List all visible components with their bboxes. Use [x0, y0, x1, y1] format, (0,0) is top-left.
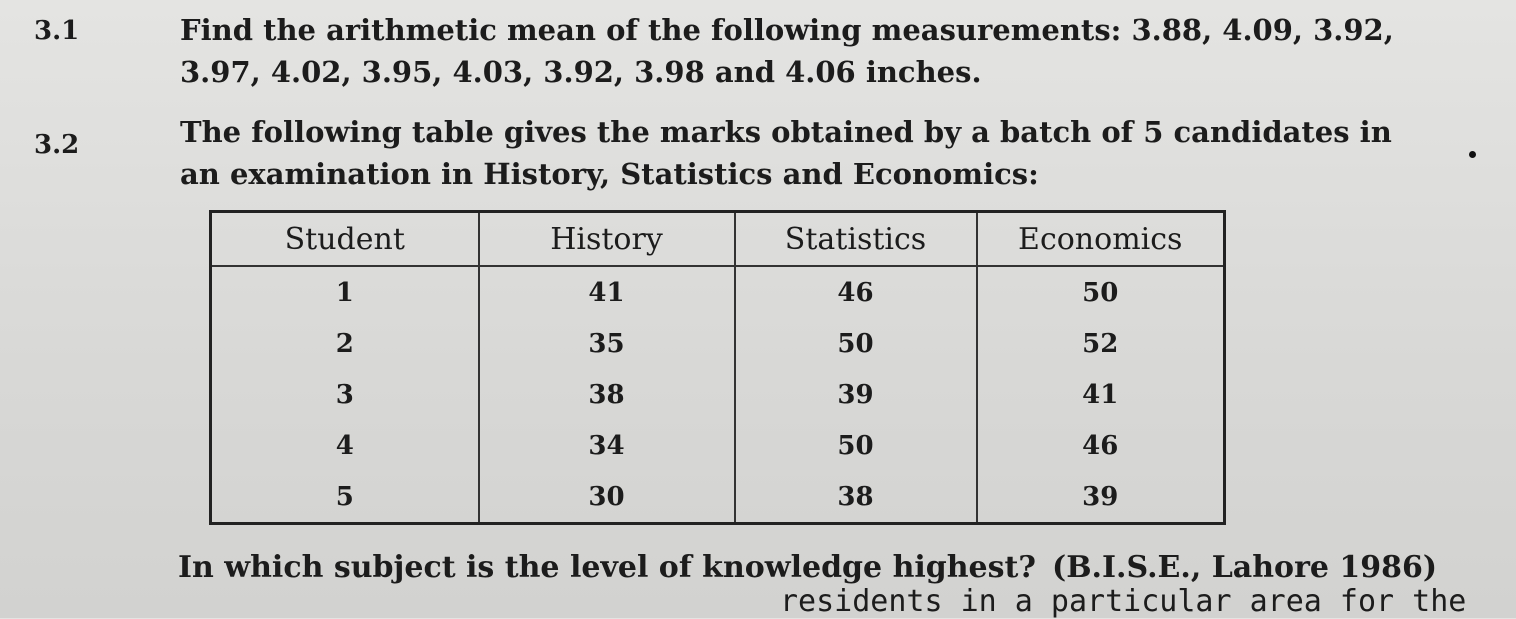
ink-dot	[1469, 151, 1476, 158]
header-history: History	[479, 212, 735, 267]
cell-statistics: 50	[735, 420, 977, 471]
cell-history: 38	[479, 369, 735, 420]
question-number-3-2: 3.2	[34, 130, 80, 160]
cell-economics: 52	[977, 318, 1225, 369]
cell-student: 3	[211, 369, 479, 420]
cell-statistics: 50	[735, 318, 977, 369]
cell-history: 30	[479, 471, 735, 524]
header-economics: Economics	[977, 212, 1225, 267]
cell-student: 2	[211, 318, 479, 369]
marks-table	[209, 210, 1226, 525]
cell-economics: 41	[977, 369, 1225, 420]
table-header-row	[211, 212, 1225, 267]
question-3-2-prompt: In which subject is the level of knowledge highest?	[178, 550, 1036, 585]
question-3-2-line-1: The following table gives the marks obtained by a batch of 5 candidates in	[180, 115, 1392, 149]
table-row	[211, 369, 1225, 420]
cell-economics: 46	[977, 420, 1225, 471]
cell-student: 4	[211, 420, 479, 471]
table-row	[211, 471, 1225, 524]
cell-statistics: 39	[735, 369, 977, 420]
cell-statistics: 38	[735, 471, 977, 524]
question-number-3-1: 3.1	[34, 16, 80, 46]
question-source: (B.I.S.E., Lahore 1986)	[1052, 550, 1438, 585]
header-student: Student	[211, 212, 479, 267]
partial-next-line: residents in a particular area for the	[780, 584, 1467, 619]
cell-history: 35	[479, 318, 735, 369]
question-3-2-line-2: an examination in History, Statistics and Economics:	[180, 157, 1039, 191]
question-3-1-line-2: 3.97, 4.02, 3.95, 4.03, 3.92, 3.98 and 4.06 inches.	[180, 55, 982, 89]
cell-economics: 50	[977, 266, 1225, 318]
question-3-1-line-1: Find the arithmetic mean of the following measurements: 3.88, 4.09, 3.92,	[180, 13, 1394, 47]
table-row	[211, 420, 1225, 471]
cell-student: 5	[211, 471, 479, 524]
cell-statistics: 46	[735, 266, 977, 318]
header-statistics: Statistics	[735, 212, 977, 267]
table-row	[211, 266, 1225, 318]
cell-student: 1	[211, 266, 479, 318]
table-row	[211, 318, 1225, 369]
cell-history: 41	[479, 266, 735, 318]
cell-economics: 39	[977, 471, 1225, 524]
cell-history: 34	[479, 420, 735, 471]
